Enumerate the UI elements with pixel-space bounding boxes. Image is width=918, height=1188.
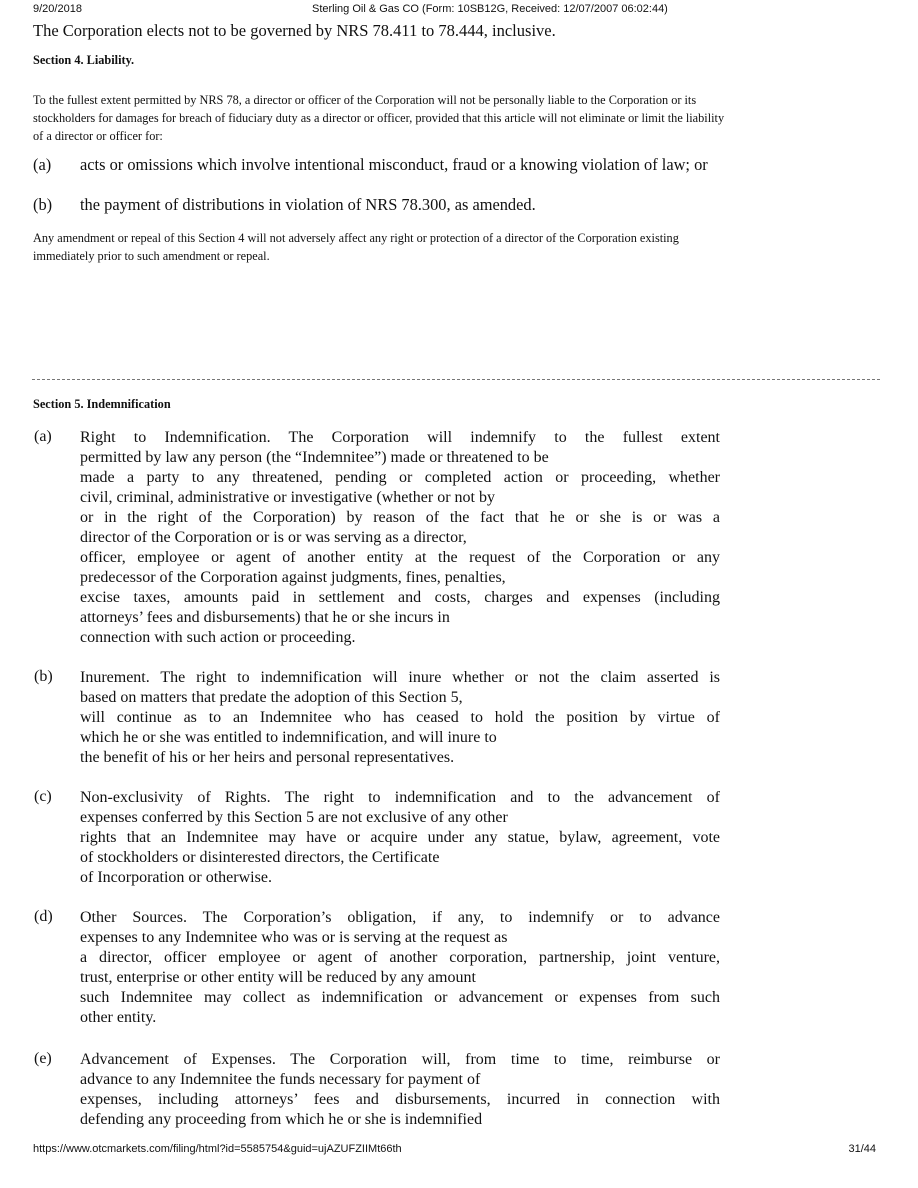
divider	[32, 379, 880, 380]
line: other entity.	[80, 1009, 157, 1026]
indemnification-item	[80, 668, 720, 768]
line: rights that an Indemnitee may have or acquire under any statue, bylaw, agreement, vote	[80, 829, 720, 846]
line: defending any proceeding from which he or she is indemnified	[80, 1111, 483, 1128]
line: permitted by law any person (the “Indemnitee”) made or threatened to be	[80, 449, 549, 466]
indemnification-item	[80, 908, 720, 1028]
section-4-paragraph	[33, 91, 724, 145]
line: will continue as to an Indemnitee who has ceased to hold the position by virtue of	[80, 709, 720, 726]
indemnification-item	[80, 428, 720, 648]
print-date: 9/20/2018	[33, 3, 82, 15]
line: excise taxes, amounts paid in settlement and costs, charges and expenses (including	[80, 589, 720, 606]
line: such Indemnitee may collect as indemnification or advancement or expenses from such	[80, 989, 720, 1006]
line: based on matters that predate the adoption of this Section 5,	[80, 689, 463, 706]
line: To the fullest extent permitted by NRS 78, a director or officer of the Corporation will not be personally liable to the Corporation or its	[33, 93, 697, 107]
line: of Incorporation or otherwise.	[80, 869, 272, 886]
line: Other Sources. The Corporation’s obligation, if any, to indemnify or to advance	[80, 909, 720, 926]
page-number: 31/44	[848, 1143, 876, 1155]
line: officer, employee or agent of another entity at the request of the Corporation or any	[80, 549, 720, 566]
line: advance to any Indemnitee the funds necessary for payment of	[80, 1071, 481, 1088]
line: Right to Indemnification. The Corporation will indemnify to the fullest extent	[80, 429, 720, 446]
line: immediately prior to such amendment or repeal.	[33, 249, 270, 263]
line: Non-exclusivity of Rights. The right to indemnification and to the advancement of	[80, 789, 720, 806]
indemnification-item	[80, 1050, 720, 1130]
item-label: (a)	[33, 155, 52, 174]
indemnification-item	[80, 788, 720, 888]
line: predecessor of the Corporation against judgments, fines, penalties,	[80, 569, 506, 586]
footer-url: https://www.otcmarkets.com/filing/html?id=5585754&guid=ujAZUFZIIMt66th	[33, 1143, 402, 1155]
print-title: Sterling Oil & Gas CO (Form: 10SB12G, Received: 12/07/2007 06:02:44)	[312, 3, 668, 15]
line: a director, officer employee or agent of another corporation, partnership, joint venture,	[80, 949, 720, 966]
line: attorneys’ fees and disbursements) that he or she incurs in	[80, 609, 450, 626]
line: director of the Corporation or is or was serving as a director,	[80, 529, 467, 546]
line: of stockholders or disinterested directors, the Certificate	[80, 849, 440, 866]
line: which he or she was entitled to indemnification, and will inure to	[80, 729, 497, 746]
intro-line: The Corporation elects not to be governed by NRS 78.411 to 78.444, inclusive.	[33, 21, 556, 40]
line: Inurement. The right to indemnification will inure whether or not the claim asserted is	[80, 669, 720, 686]
item-label: (a)	[34, 428, 52, 445]
line: connection with such action or proceeding.	[80, 629, 356, 646]
item-label: (e)	[34, 1050, 52, 1067]
line: trust, enterprise or other entity will be reduced by any amount	[80, 969, 476, 986]
line: of a director or officer for:	[33, 129, 163, 143]
line: or in the right of the Corporation) by reason of the fact that he or she is or was a	[80, 509, 720, 526]
section-4-heading: Section 4. Liability.	[33, 53, 135, 67]
line: expenses to any Indemnitee who was or is serving at the request as	[80, 929, 508, 946]
line: expenses, including attorneys’ fees and disbursements, incurred in connection with	[80, 1091, 720, 1108]
line: Advancement of Expenses. The Corporation will, from time to time, reimburse or	[80, 1051, 720, 1068]
item-text: the payment of distributions in violation of NRS 78.300, as amended.	[80, 195, 536, 214]
line: expenses conferred by this Section 5 are not exclusive of any other	[80, 809, 508, 826]
line: Any amendment or repeal of this Section 4 will not adversely affect any right or protection of a director of the Corporation existing	[33, 231, 679, 245]
item-label: (d)	[34, 908, 53, 925]
item-label: (c)	[34, 788, 52, 805]
section-5-heading: Section 5. Indemnification	[33, 397, 171, 411]
line: the benefit of his or her heirs and personal representatives.	[80, 749, 455, 766]
line: made a party to any threatened, pending or completed action or proceeding, whether	[80, 469, 720, 486]
item-label: (b)	[33, 195, 53, 214]
item-label: (b)	[34, 668, 53, 685]
line: civil, criminal, administrative or investigative (whether or not by	[80, 489, 495, 506]
line: stockholders for damages for breach of fiduciary duty as a director or officer, provided that this article will not eliminate or limit the liability	[33, 111, 725, 125]
item-text: acts or omissions which involve intentional misconduct, fraud or a knowing violation of law; or	[80, 155, 708, 174]
section-4-closing	[33, 229, 679, 265]
